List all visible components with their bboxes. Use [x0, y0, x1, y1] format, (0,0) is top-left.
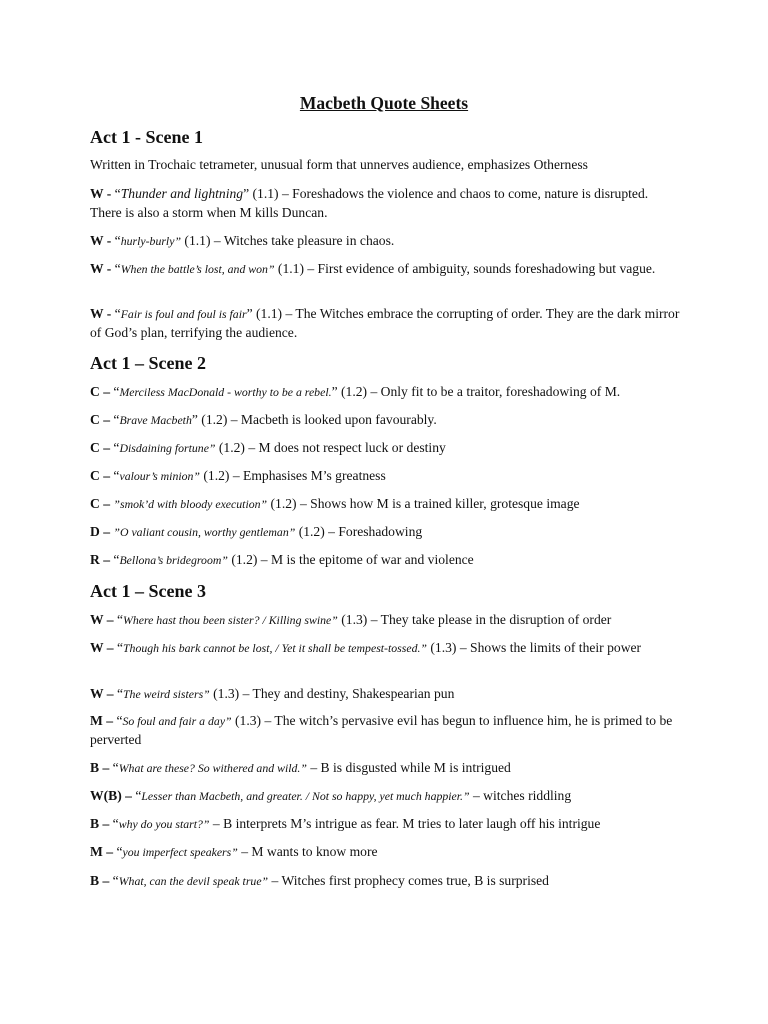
- quote-entry: [90, 611, 680, 630]
- speaker-label: M –: [90, 713, 117, 728]
- quote-text: What are these? So withered and wild.”: [118, 761, 307, 775]
- section-heading-act1-scene2: Act 1 – Scene 2: [90, 353, 206, 373]
- open-quote-mark: “: [112, 816, 119, 831]
- speaker-label: D –: [90, 524, 114, 539]
- quote-text: ”smok’d with bloody execution”: [113, 497, 268, 511]
- quote-entry: [90, 185, 680, 222]
- close-quote-mark: ”: [243, 186, 253, 201]
- quote-commentary: (1.2) – Macbeth is looked upon favourably.: [201, 412, 437, 427]
- open-quote-mark: “: [135, 788, 142, 803]
- quote-commentary: (1.2) – Foreshadowing: [298, 524, 423, 539]
- quote-text: you imperfect speakers”: [122, 845, 238, 859]
- quote-entry: [90, 260, 680, 279]
- open-quote-mark: “: [112, 760, 119, 775]
- quote-text: Bellona’s bridegroom”: [119, 553, 228, 567]
- quote-text: So foul and fair a day”: [122, 714, 232, 728]
- quote-entry: [90, 639, 680, 658]
- open-quote-mark: “: [113, 440, 120, 455]
- speaker-label: C –: [90, 384, 114, 399]
- section-heading-act1-scene3: Act 1 – Scene 3: [90, 581, 206, 601]
- speaker-label: B –: [90, 816, 113, 831]
- open-quote-mark: “: [116, 713, 123, 728]
- section-intro: Written in Trochaic tetrameter, unusual form that unnerves audience, emphasizes Otherness: [90, 157, 588, 172]
- open-quote-mark: “: [113, 552, 120, 567]
- quote-commentary: (1.3) – They and destiny, Shakespearian pun: [213, 686, 455, 701]
- open-quote-mark: “: [112, 873, 119, 888]
- speaker-label: C –: [90, 412, 114, 427]
- speaker-label: W -: [90, 306, 115, 321]
- quote-commentary: (1.2) – Emphasises M’s greatness: [203, 468, 386, 483]
- quote-entry: [90, 815, 680, 834]
- quote-commentary: (1.3) – They take please in the disruption of order: [341, 612, 612, 627]
- speaker-label: W –: [90, 686, 117, 701]
- quote-commentary: (1.2) – M does not respect luck or destiny: [218, 440, 446, 455]
- quote-entry: [90, 523, 680, 542]
- quote-text: Where hast thou been sister? / Killing swine”: [123, 613, 338, 627]
- quote-entry: [90, 759, 680, 778]
- quote-commentary: (1.2) – Only fit to be a traitor, foreshadowing of M.: [341, 384, 621, 399]
- speaker-label: W –: [90, 640, 117, 655]
- quote-text: Brave Macbeth: [119, 413, 192, 427]
- quote-text: When the battle’s lost, and won”: [120, 262, 275, 276]
- quote-text: why do you start?”: [118, 817, 210, 831]
- document-page: [90, 0, 690, 1024]
- speaker-label: C –: [90, 468, 114, 483]
- quote-text: What, can the devil speak true”: [118, 874, 269, 888]
- quote-commentary: (1.1) – Witches take pleasure in chaos.: [184, 233, 395, 248]
- quote-entry: [90, 232, 680, 251]
- quote-commentary: (1.1) – First evidence of ambiguity, sounds foreshadowing but vague.: [277, 261, 656, 276]
- quote-entry: [90, 495, 680, 514]
- quote-text: Thunder and lightning: [120, 186, 244, 201]
- quote-commentary: – Witches first prophecy comes true, B is surprised: [271, 873, 549, 888]
- open-quote-mark: “: [113, 412, 120, 427]
- speaker-label: W(B) –: [90, 788, 136, 803]
- speaker-label: C –: [90, 496, 114, 511]
- open-quote-mark: “: [114, 186, 121, 201]
- quote-text: Disdaining fortune”: [119, 441, 216, 455]
- quote-commentary: (1.2) – Shows how M is a trained killer, grotesque image: [270, 496, 580, 511]
- quote-entry: [90, 411, 680, 430]
- quote-text: Merciless MacDonald - worthy to be a rebel.: [119, 385, 332, 399]
- quote-text: hurly-burly”: [120, 234, 182, 248]
- open-quote-mark: “: [116, 844, 123, 859]
- open-quote-mark: “: [116, 686, 123, 701]
- quote-entry: [90, 467, 680, 486]
- quote-entry: [90, 787, 680, 806]
- quote-entry: [90, 685, 680, 704]
- open-quote-mark: “: [114, 261, 121, 276]
- open-quote-mark: “: [116, 640, 123, 655]
- quote-text: valour’s minion”: [119, 469, 200, 483]
- open-quote-mark: “: [114, 306, 121, 321]
- quote-commentary: (1.1) – Foreshadows the violence and chaos to come, nature is disrupted. There is also a storm when M kills Duncan.: [90, 186, 649, 220]
- speaker-label: W -: [90, 261, 115, 276]
- speaker-label: W –: [90, 612, 117, 627]
- speaker-label: B –: [90, 873, 113, 888]
- close-quote-mark: ”: [246, 306, 257, 321]
- open-quote-mark: “: [113, 468, 120, 483]
- quote-commentary: – M wants to know more: [241, 844, 378, 859]
- speaker-label: B –: [90, 760, 113, 775]
- close-quote-mark: ”: [331, 384, 341, 399]
- quote-commentary: – B is disgusted while M is intrigued: [310, 760, 511, 775]
- quote-text: The weird sisters”: [123, 687, 210, 701]
- quote-commentary: – B interprets M’s intrigue as fear. M tries to later laugh off his intrigue: [212, 816, 601, 831]
- quote-commentary: (1.3) – Shows the limits of their power: [430, 640, 642, 655]
- quote-commentary: – witches riddling: [472, 788, 572, 803]
- open-quote-mark: “: [114, 233, 121, 248]
- speaker-label: W -: [90, 186, 115, 201]
- quote-commentary: (1.1) – The Witches embrace the corrupting of order. They are the dark mirror of God’s plan, terrifying the audience.: [90, 306, 680, 340]
- quote-entry: [90, 843, 680, 862]
- quote-entry: [90, 872, 680, 891]
- quote-entry: [90, 551, 680, 570]
- document-title: Macbeth Quote Sheets: [299, 93, 469, 113]
- quote-text: Fair is foul and foul is fair: [120, 307, 247, 321]
- speaker-label: M –: [90, 844, 117, 859]
- quote-text: Lesser than Macbeth, and greater. / Not so happy, yet much happier.”: [141, 789, 470, 803]
- speaker-label: C –: [90, 440, 114, 455]
- open-quote-mark: “: [113, 384, 120, 399]
- speaker-label: R –: [90, 552, 114, 567]
- quote-commentary: (1.3) – The witch’s pervasive evil has begun to influence him, he is primed to be perverted: [90, 713, 673, 747]
- quote-entry: [90, 712, 680, 749]
- speaker-label: W -: [90, 233, 115, 248]
- close-quote-mark: ”: [191, 412, 202, 427]
- quote-entry: [90, 383, 680, 402]
- open-quote-mark: “: [116, 612, 123, 627]
- quote-entry: [90, 305, 680, 342]
- quote-text: ”O valiant cousin, worthy gentleman”: [113, 525, 296, 539]
- quote-commentary: (1.2) – M is the epitome of war and violence: [231, 552, 474, 567]
- quote-entry: [90, 439, 680, 458]
- section-heading-act1-scene1: Act 1 - Scene 1: [90, 127, 203, 147]
- quote-text: Though his bark cannot be lost, / Yet it shall be tempest-tossed.”: [123, 641, 427, 655]
